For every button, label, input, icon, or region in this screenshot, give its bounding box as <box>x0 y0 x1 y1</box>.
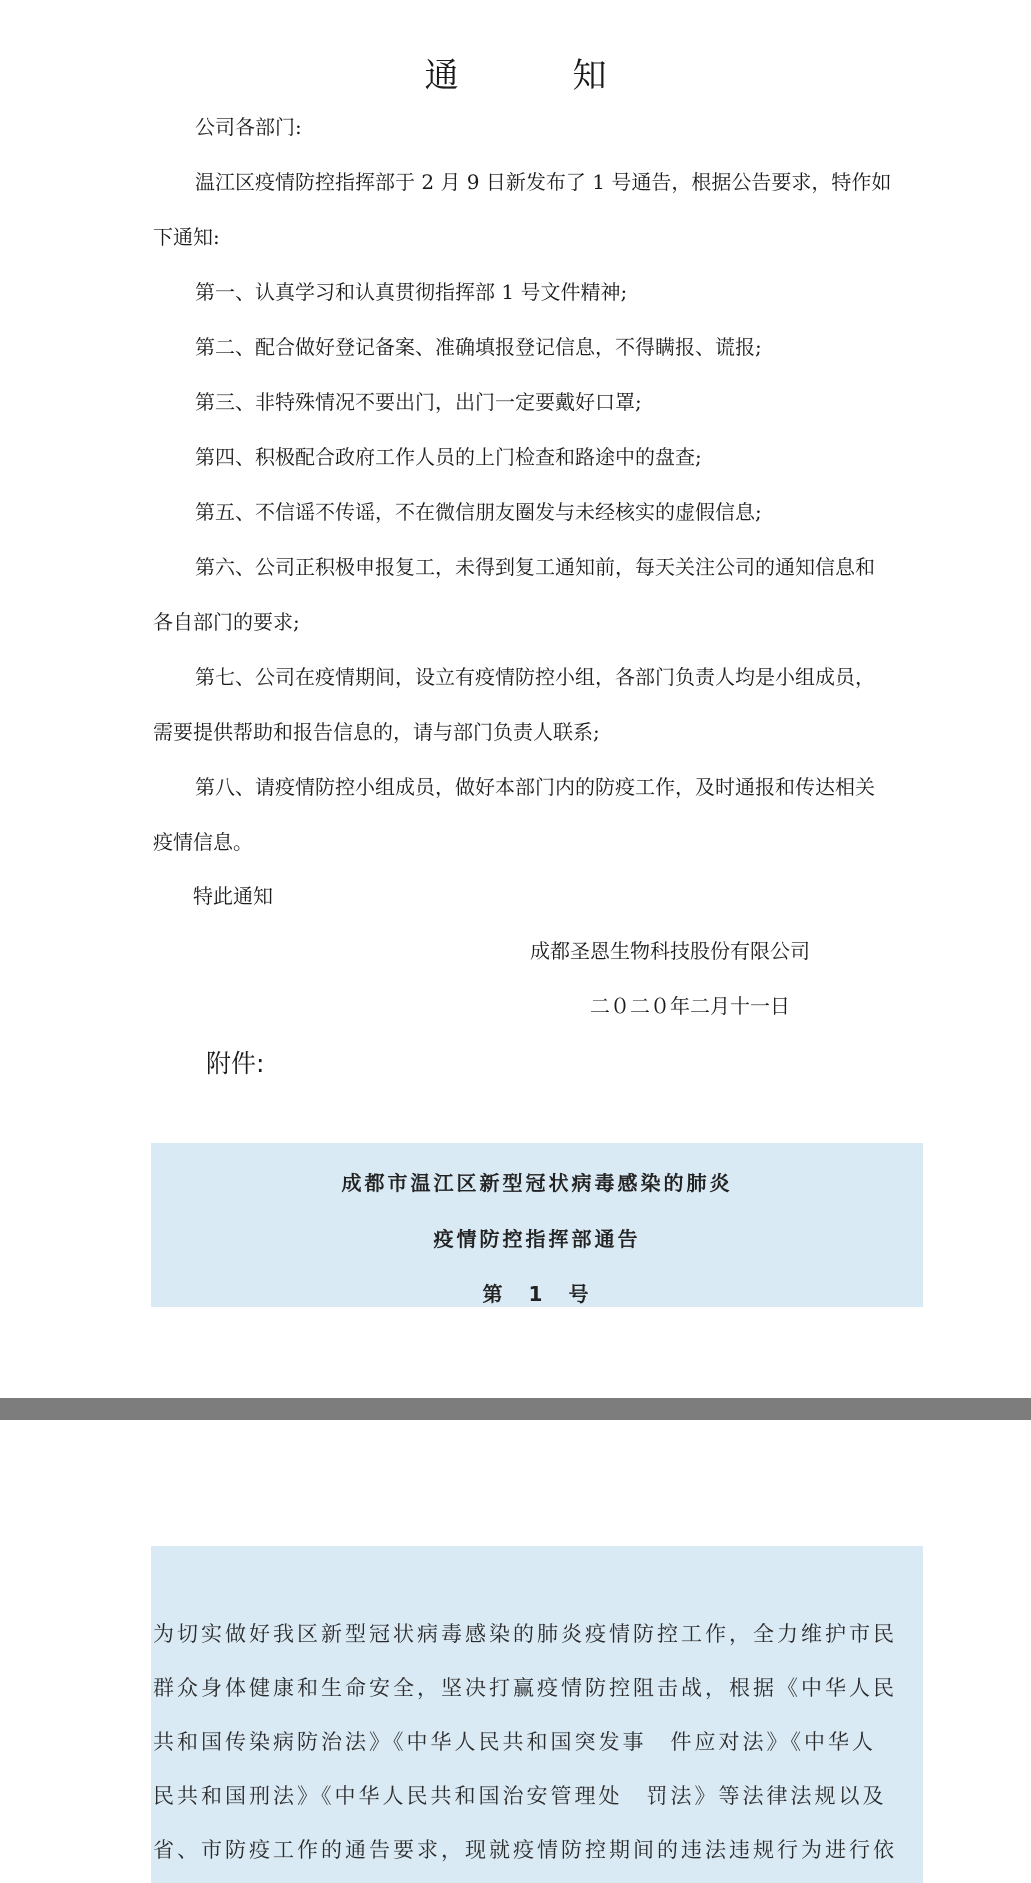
announcement-number: 第 1 号 <box>482 1282 592 1306</box>
page-divider <box>0 1398 1031 1420</box>
closing-line: 特此通知 <box>193 884 273 908</box>
notice-item-8-line-1: 第八、请疫情防控小组成员，做好本部门内的防疫工作，及时通报和传达相关 <box>195 775 875 799</box>
annex-label: 附件: <box>206 1049 265 1078</box>
announcement-body-box <box>151 1546 923 1883</box>
notice-item-7-line-2: 需要提供帮助和报告信息的，请与部门负责人联系; <box>153 720 600 744</box>
notice-item-2: 第二、配合做好登记备案、准确填报登记信息，不得瞒报、谎报; <box>195 335 762 359</box>
notice-title: 通 知 <box>424 56 647 96</box>
announcement-body-line-3: 共和国传染病防治法》《中华人民共和国突发事 件应对法》《中华人 <box>153 1730 876 1754</box>
announcement-header-line-1: 成都市温江区新型冠状病毒感染的肺炎 <box>341 1171 733 1195</box>
notice-date: 二０二０年二月十一日 <box>590 994 790 1018</box>
intro-line-2: 下通知: <box>153 225 220 249</box>
notice-item-1: 第一、认真学习和认真贯彻指挥部 1 号文件精神; <box>195 280 628 304</box>
salutation: 公司各部门: <box>195 115 302 139</box>
announcement-body-line-2: 群众身体健康和生命安全，坚决打赢疫情防控阻击战，根据《中华人民 <box>153 1676 897 1700</box>
company-signature: 成都圣恩生物科技股份有限公司 <box>530 939 810 963</box>
announcement-body-line-4: 民共和国刑法》《中华人民共和国治安管理处 罚法》等法律法规以及 <box>153 1784 887 1808</box>
intro-line-1: 温江区疫情防控指挥部于 2 月 9 日新发布了 1 号通告，根据公告要求，特作如 <box>195 170 892 194</box>
notice-item-6-line-2: 各自部门的要求; <box>153 610 300 634</box>
announcement-body-line-1: 为切实做好我区新型冠状病毒感染的肺炎疫情防控工作，全力维护市民 <box>153 1622 897 1646</box>
notice-item-6-line-1: 第六、公司正积极申报复工，未得到复工通知前，每天关注公司的通知信息和 <box>195 555 875 579</box>
announcement-header-line-2: 疫情防控指挥部通告 <box>433 1227 641 1251</box>
notice-item-4: 第四、积极配合政府工作人员的上门检查和路途中的盘查; <box>195 445 702 469</box>
notice-item-8-line-2: 疫情信息。 <box>153 830 253 854</box>
notice-item-3: 第三、非特殊情况不要出门，出门一定要戴好口罩; <box>195 390 642 414</box>
notice-item-5: 第五、不信谣不传谣，不在微信朋友圈发与未经核实的虚假信息; <box>195 500 762 524</box>
notice-item-7-line-1: 第七、公司在疫情期间，设立有疫情防控小组，各部门负责人均是小组成员， <box>195 665 875 689</box>
announcement-body-line-5: 省、市防疫工作的通告要求，现就疫情防控期间的违法违规行为进行依 <box>153 1838 897 1862</box>
announcement-header-box <box>151 1143 923 1307</box>
